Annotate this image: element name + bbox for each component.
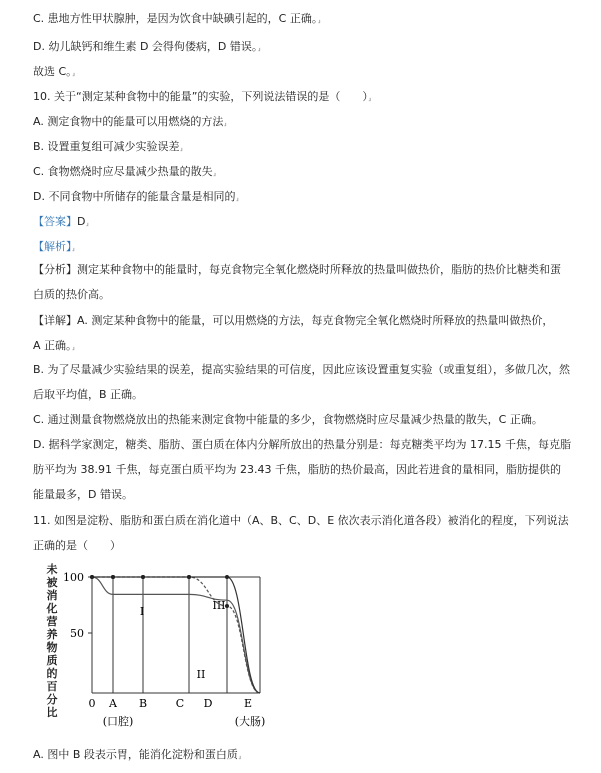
xtick-a: A: [109, 697, 117, 710]
analysis-paragraph: 【分析】测定某种食物中的能量时，每克食物完全氧化燃烧时所释放的热量叫做热价，脂肪的热价比糖类和蛋白质的热价高。: [33, 263, 561, 301]
xtick-e: E: [243, 697, 253, 710]
ytick-50: 50: [70, 627, 84, 640]
option-c-explanation: C. 通过测量食物燃烧放出的热能来测定食物中能量的多少，食物燃烧时应尽量减少热量的散失，C 正确。: [33, 413, 543, 426]
question-11: 11. 如图是淀粉、脂肪和蛋白质在消化道中（A、B、C、D、E 依次表示消化道各段）被消化的程度，下列说法正确的是（ ）: [33, 514, 569, 552]
series-layer: [90, 575, 260, 693]
text-line: D. 幼儿缺钙和维生素 D 会得佝偻病，D 错误。⸥: [33, 40, 261, 53]
curve-label-iii: III: [212, 599, 226, 612]
xsub-large-intestine: (大肠): [234, 715, 266, 728]
xtick-b: B: [138, 697, 148, 710]
option-b-explanation: B. 为了尽量减少实验结果的误差，提高实验结果的可信度，因此应该设置重复实验（或重复组），多做几次，然后取平均值，B 正确。: [33, 363, 571, 401]
question-11-option-a: A. 图中 B 段表示胃，能消化淀粉和蛋白质⸥: [33, 748, 242, 761]
xtick-c: C: [175, 697, 185, 710]
series-point-III: [111, 575, 115, 579]
digestion-chart: [60, 560, 310, 735]
series-point-II: [225, 604, 229, 608]
analysis-header: 【解析】⸥: [33, 240, 76, 253]
xtick-d: D: [203, 697, 213, 710]
ytick-100: 100: [63, 571, 84, 584]
option-a: A. 测定食物中的能量可以用燃烧的方法⸥: [33, 115, 227, 128]
series-point-III: [225, 575, 229, 579]
xsub-mouth: (口腔): [102, 715, 134, 728]
detail-line: A 正确。⸥: [33, 339, 76, 352]
option-d: D. 不同食物中所储存的能量含量是相同的⸥: [33, 190, 239, 203]
xtick-0: 0: [88, 697, 96, 710]
option-c: C. 食物燃烧时应尽量减少热量的散失⸥: [33, 165, 217, 178]
option-b: B. 设置重复组可减少实验误差⸥: [33, 140, 184, 153]
question-10: 10. 关于“测定某种食物中的能量”的实验，下列说法错误的是（ ）⸥: [33, 90, 372, 103]
text-line: 故选 C。⸥: [33, 65, 76, 78]
series-point-III: [141, 575, 145, 579]
detail-line: 【详解】A. 测定某种食物中的能量，可以用燃烧的方法，每克食物完全氧化燃烧时所释放的热量叫做热价，: [33, 314, 554, 327]
option-d-explanation: D. 据科学家测定，糖类、脂肪、蛋白质在体内分解所放出的热量分别是：每克糖类平均为 17.15 千焦，每克脂肪平均为 38.91 千焦，每克蛋白质平均为 23.43 千焦，脂肪的热价最高，因此若进食的量相同，脂肪提供的能量最多，D 错误。: [33, 438, 571, 501]
curve-label-ii: II: [196, 668, 206, 681]
series-point-III: [187, 575, 191, 579]
series-line-I: [92, 577, 260, 693]
answer: 【答案】D⸥: [33, 215, 89, 228]
series-point-III: [90, 575, 94, 579]
text-line: C. 患地方性甲状腺肿，是因为饮食中缺碘引起的，C 正确。⸥: [33, 12, 321, 25]
figure-y-axis-label: 未被消化营养物质的百分比: [46, 563, 58, 719]
curve-label-i: I: [139, 605, 145, 618]
